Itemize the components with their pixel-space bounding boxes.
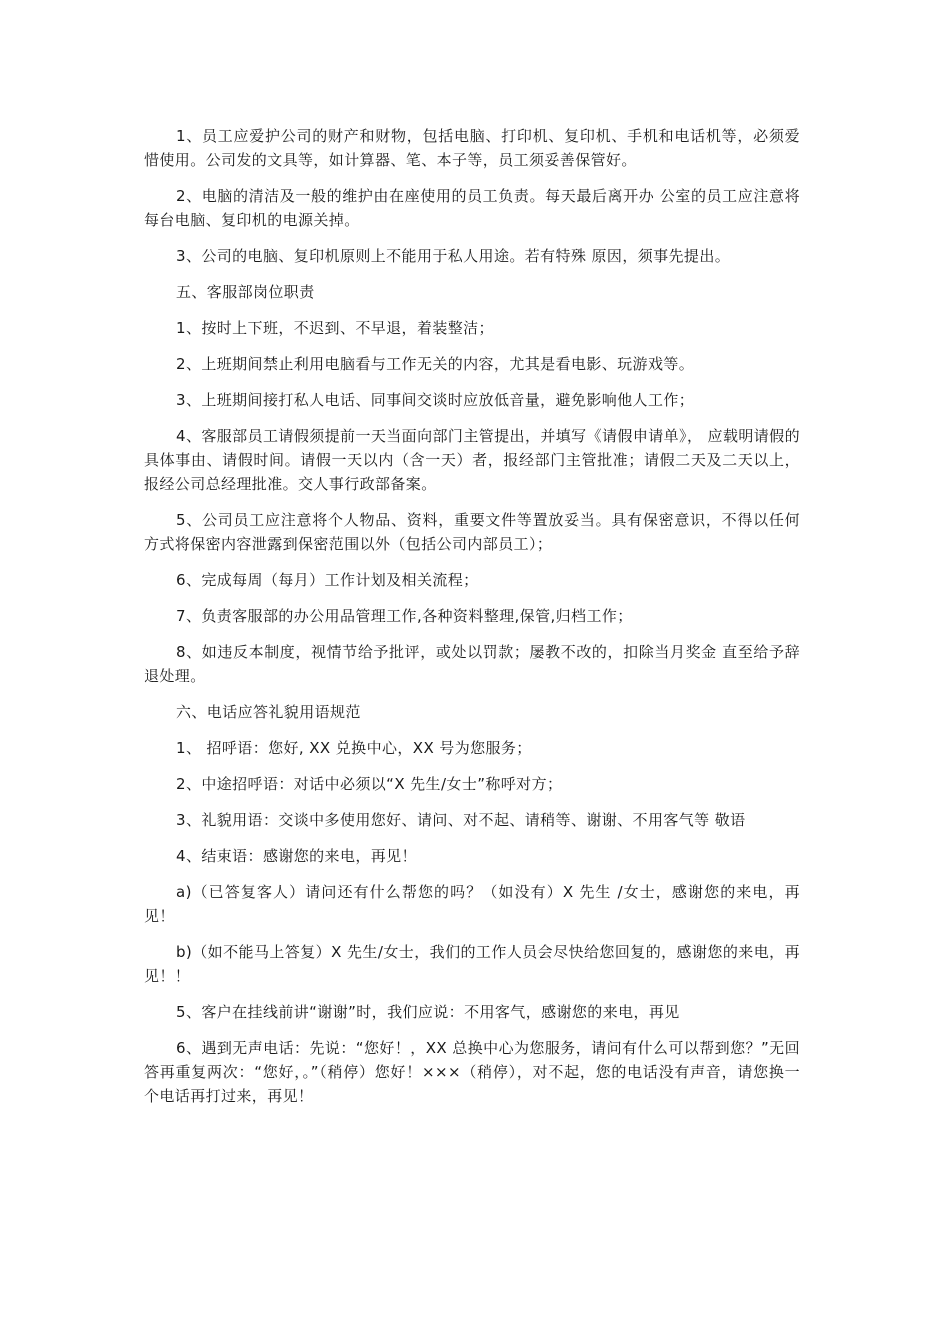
paragraph-punctuality: 1、按时上下班，不迟到、不早退，着装整洁； (176, 319, 494, 337)
paragraph-office-equipment-care: 1、员工应爱护公司的财产和财物，包括电脑、打印机、复印机、手机和电话机等，必须爱惜使用。公司发的文具等，如计算器、笔、本子等，员工须妥善保管好。 (144, 127, 800, 169)
paragraph-private-calls: 3、上班期间接打私人电话、同事间交谈时应放低音量，避免影响他人工作； (176, 391, 695, 409)
document-body (144, 124, 800, 1120)
paragraph-office-supplies: 7、负责客服部的办公用品管理工作,各种资料整理,保管,归档工作； (176, 607, 633, 625)
paragraph-computer-cleaning: 2、电脑的清洁及一般的维护由在座使用的员工负责。每天最后离开办 公室的员工应注意将每台电脑、复印机的电源关掉。 (144, 187, 800, 229)
paragraph-confidentiality: 5、公司员工应注意将个人物品、资料，重要文件等置放妥当。具有保密意识，不得以任何方式将保密内容泄露到保密范围以外（包括公司内部员工）； (144, 511, 800, 553)
paragraph-no-private-use: 3、公司的电脑、复印机原则上不能用于私人用途。若有特殊 原因，须事先提出。 (176, 247, 731, 265)
paragraph-silent-call: 6、遇到无声电话：先说：“您好！，XX 总换中心为您服务，请问有什么可以帮到您？”无回答再重复两次：“您好，。”（稍停）您好！×××（稍停），对不起，您的电话没有声音，请您换一个电话再打过来，再见！ (144, 1039, 800, 1105)
section-heading-phone-etiquette: 六、电话应答礼貌用语规范 (176, 703, 361, 721)
paragraph-thank-you-reply: 5、客户在挂线前讲“谢谢”时，我们应说：不用客气，感谢您的来电，再见 (176, 1003, 680, 1021)
paragraph-work-plan: 6、完成每周（每月）工作计划及相关流程； (176, 571, 479, 589)
paragraph-closing-b: b)（如不能马上答复）X 先生/女士，我们的工作人员会尽快给您回复的，感谢您的来电，再见！！ (144, 943, 800, 985)
paragraph-leave-request: 4、客服部员工请假须提前一天当面向部门主管提出，并填写《请假申请单》， 应载明请假的具体事由、请假时间。请假一天以内（含一天）者，报经部门主管批准；请假二天及二天以上，报经公司总经理批准。交人事行政部备案。 (144, 427, 800, 493)
paragraph-mid-greeting: 2、中途招呼语：对话中必须以“X 先生/女士”称呼对方； (176, 775, 563, 793)
paragraph-greeting: 1、 招呼语：您好, XX 兑换中心，XX 号为您服务； (176, 739, 532, 757)
section-heading-customer-service-duties: 五、客服部岗位职责 (176, 283, 315, 301)
paragraph-penalties: 8、如违反本制度，视情节给予批评，或处以罚款；屡教不改的，扣除当月奖金 直至给予辞退处理。 (144, 643, 800, 685)
paragraph-computer-usage: 2、上班期间禁止利用电脑看与工作无关的内容，尤其是看电影、玩游戏等。 (176, 355, 695, 373)
paragraph-closing: 4、结束语：感谢您的来电，再见！ (176, 847, 417, 865)
paragraph-polite-phrases: 3、礼貌用语：交谈中多使用您好、请问、对不起、请稍等、谢谢、不用客气等 敬语 (176, 811, 746, 829)
paragraph-closing-a: a)（已答复客人）请问还有什么帮您的吗？（如没有）X 先生 /女士，感谢您的来电，再见！ (144, 883, 800, 925)
